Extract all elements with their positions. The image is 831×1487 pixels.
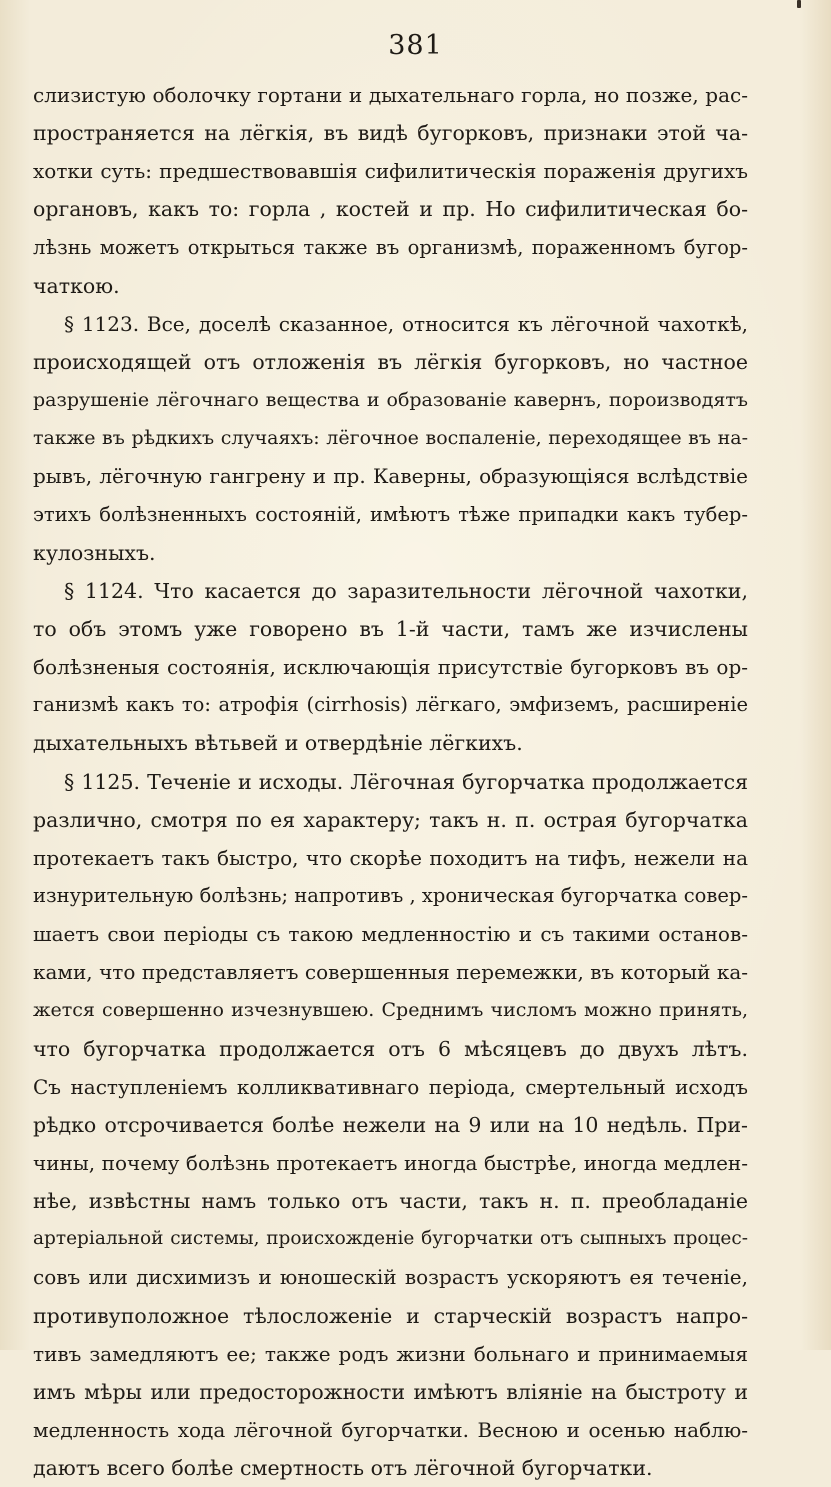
text-line: Съ наступленіемъ колликвативнаго періода, смертельный исходъ: [33, 1074, 748, 1099]
text-line: что бугорчатка продолжается отъ 6 мѣсяцевъ до двухъ лѣтъ.: [33, 1036, 748, 1061]
text-line: чаткою.: [33, 273, 120, 298]
body-text: [33, 76, 748, 1487]
page-edge-mark: [797, 0, 801, 8]
text-line: болѣзненыя состоянія, исключающія присутствіе бугорковъ въ ор-: [33, 655, 748, 680]
text-line: шаетъ свои періоды съ такою медленностію и съ такими останов-: [33, 922, 748, 947]
text-line: артеріальной системы, происхожденіе бугорчатки отъ сыпныхъ процес-: [33, 1228, 748, 1250]
text-line: чины, почему болѣзнь протекаетъ иногда быстрѣе, иногда медлен-: [33, 1150, 748, 1175]
text-line: нѣе, извѣстны намъ только отъ части, такъ н. п. преобладаніе: [33, 1189, 748, 1214]
text-line: тивъ замедляютъ ее; также родъ жизни больнаго и принимаемыя: [33, 1341, 748, 1366]
text-line: изнурительную болѣзнь; напротивъ , хроническая бугорчатка совер-: [33, 883, 748, 907]
text-line: кулозныхъ.: [33, 540, 156, 565]
text-line: противуположное тѣлосложеніе и старческій возрастъ напро-: [33, 1303, 748, 1328]
text-line: этихъ болѣзненныхъ состояній, имѣютъ тѣже припадки какъ тубер-: [33, 502, 748, 526]
text-line: дыхательныхъ вѣтьвей и отвердѣніе лёгкихъ.: [33, 731, 523, 756]
section-1123-line: § 1123. Все, доселѣ сказанное, относится къ лёгочной чахоткѣ,: [64, 311, 748, 336]
text-line: лѣзнь можетъ открыться также въ организмѣ, пораженномъ бугор-: [33, 235, 748, 259]
text-line: пространяется на лёгкія, въ видѣ бугорковъ, признаки этой ча-: [33, 121, 748, 146]
text-line: то объ этомъ уже говорено въ 1-й части, тамъ же изчислены: [33, 616, 748, 641]
text-line: рѣдко отсрочивается болѣе нежели на 9 или на 10 недѣль. При-: [33, 1112, 748, 1137]
text-line: имъ мѣры или предосторожности имѣютъ вліяніе на быстроту и: [33, 1379, 748, 1404]
text-line: медленность хода лёгочной бугорчатки. Весною и осенью наблю-: [33, 1417, 748, 1442]
text-line: ками, что представляетъ совершенныя перемежки, въ который ка-: [33, 960, 748, 985]
text-line: также въ рѣдкихъ случаяхъ: лёгочное воспаленіе, переходящее въ на-: [33, 427, 748, 450]
text-line: даютъ всего болѣе смертность отъ лёгочной бугорчатки.: [33, 1456, 653, 1481]
text-line: жется совершенно изчезнувшею. Среднимъ числомъ можно принять,: [33, 999, 748, 1022]
section-1125-line: § 1125. Теченіе и исходы. Лёгочная бугорчатка продолжается: [64, 769, 748, 794]
text-line: происходящей отъ отложенія въ лёгкія бугорковъ, но частное: [33, 349, 748, 374]
text-line: рывъ, лёгочную гангрену и пр. Каверны, образующіяся вслѣдствіе: [33, 464, 748, 489]
text-line: протекаетъ такъ быстро, что скорѣе походитъ на тифъ, нежели на: [33, 845, 748, 870]
text-line: ганизмѣ какъ то: атрофія (cirrhosis) лёгкаго, эмфиземъ, расширеніе: [33, 693, 748, 717]
text-line: разрушеніе лёгочнаго вещества и образованіе кавернъ, пороизводятъ: [33, 389, 748, 412]
text-line: органовъ, какъ то: горла , костей и пр. Но сифилитическая бо-: [33, 197, 748, 222]
section-1124-line: § 1124. Что касается до заразительности лёгочной чахотки,: [64, 578, 748, 603]
text-line: слизистую оболочку гортани и дыхательнаго горла, но позже, рас-: [33, 83, 748, 107]
page-number: 381: [388, 30, 443, 61]
text-line: совъ или дисхимизъ и юношескій возрастъ ускоряютъ ея теченіе,: [33, 1265, 748, 1290]
text-line: хотки суть: предшествовавшія сифилитическія пораженія другихъ: [33, 159, 748, 184]
text-line: различно, смотря по ея характеру; такъ н. п. острая бугорчатка: [33, 807, 748, 832]
